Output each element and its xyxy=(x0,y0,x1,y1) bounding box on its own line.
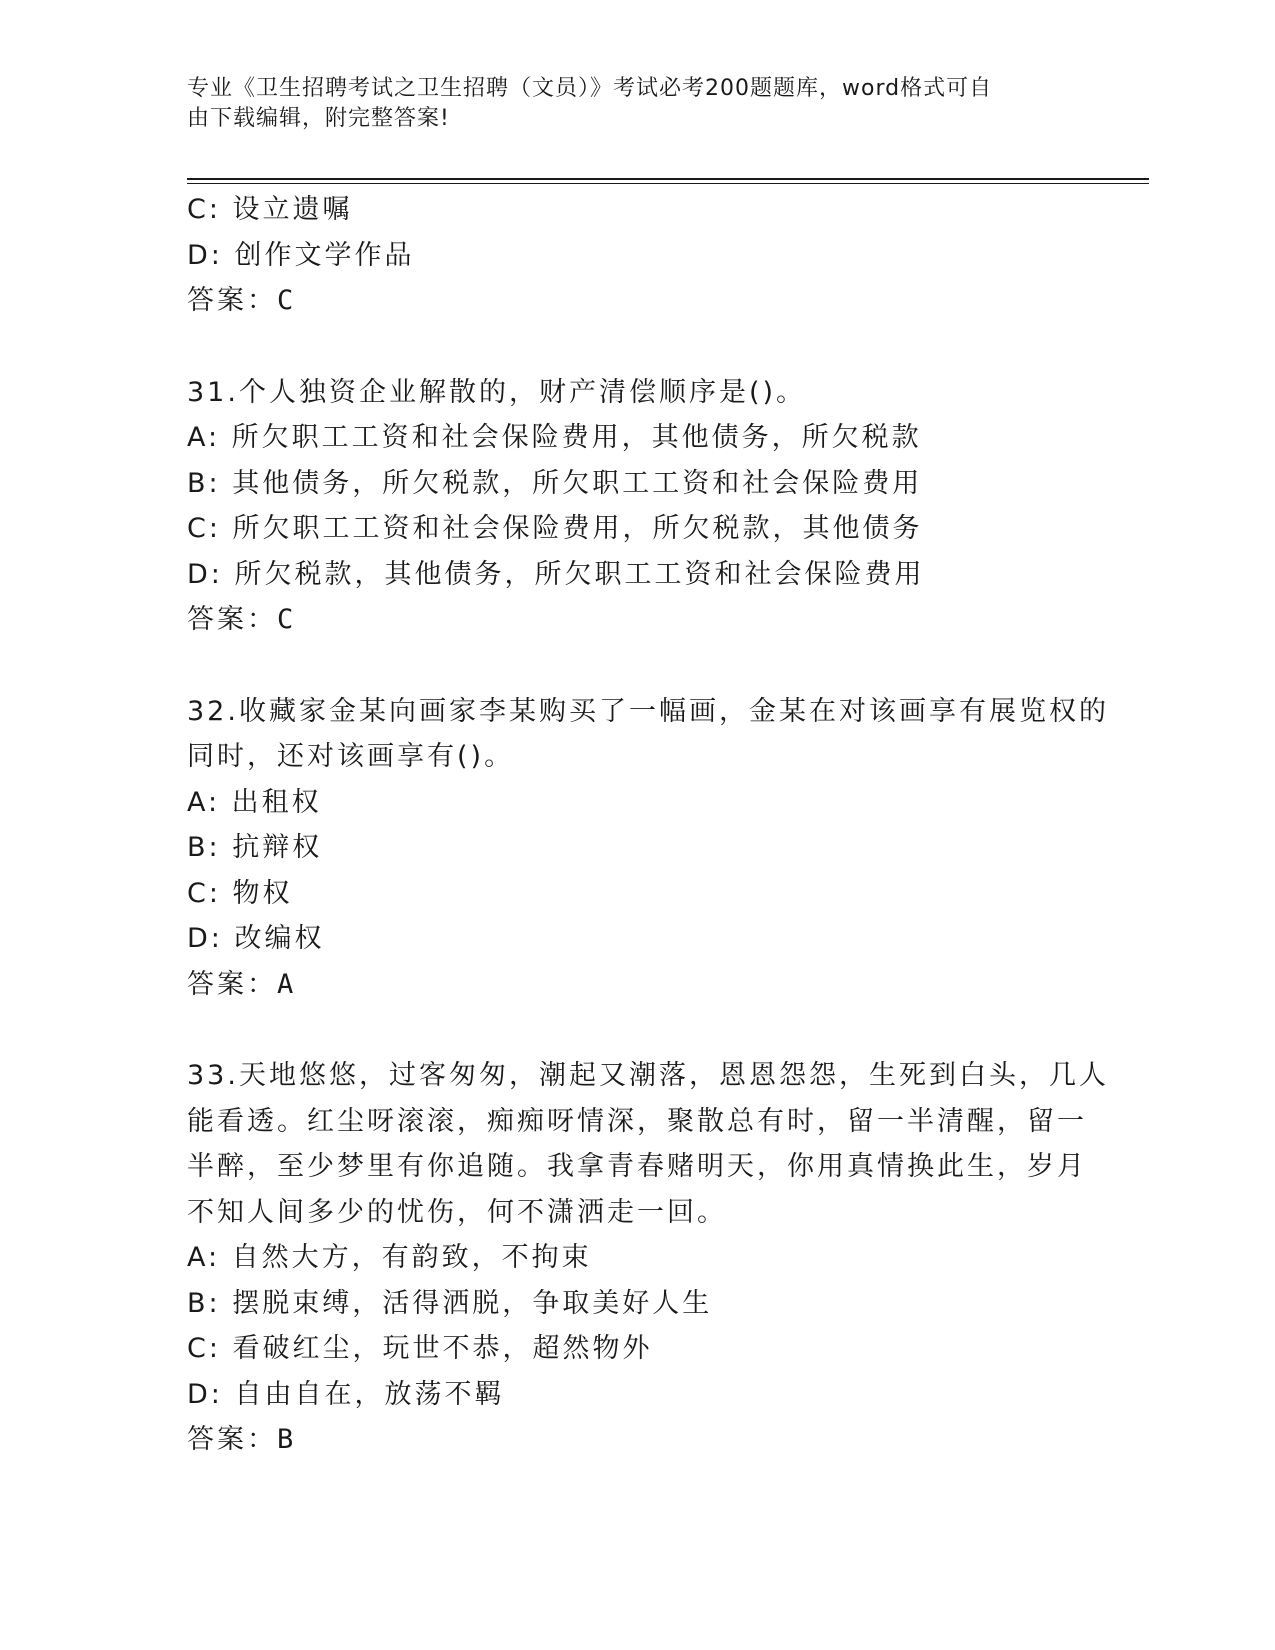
question-stem-line-1: 33.天地悠悠，过客匆匆，潮起又潮落，恩恩怨怨，生死到白头，几人 xyxy=(187,1060,1109,1091)
option-a: A: 出租权 xyxy=(187,786,322,818)
question-list xyxy=(187,187,1109,1463)
question-stem-line-3: 半醉，至少梦里有你追随。我拿青春赌明天，你用真情换此生，岁月 xyxy=(187,1151,1087,1182)
option-c: C: 所欠职工工资和社会保险费用，所欠税款，其他债务 xyxy=(187,513,923,544)
header-rule-thin xyxy=(187,183,1149,184)
question-stem-line-1: 32.收藏家金某向画家李某购买了一幅画，金某在对该画享有展览权的 xyxy=(187,695,1109,727)
answer-value: C xyxy=(277,285,297,316)
option-c: C: 物权 xyxy=(187,877,293,909)
option-d: D: 改编权 xyxy=(187,923,325,954)
spacer xyxy=(187,324,1087,370)
option-d: D: 自由自在，放荡不羁 xyxy=(187,1378,505,1410)
answer-value: B xyxy=(277,1424,297,1455)
option-b: B: 摆脱束缚，活得洒脱，争取美好人生 xyxy=(187,1287,713,1319)
option-d: D: 所欠税款，其他债务，所欠职工工资和社会保险费用 xyxy=(187,558,925,590)
question-32 xyxy=(187,689,1109,1008)
option-c: C: 设立遗嘱 xyxy=(187,194,353,225)
question-stem-line-4: 不知人间多少的忧伤，何不潇洒走一回。 xyxy=(187,1196,727,1228)
question-stem-line-2: 同时，还对该画享有()。 xyxy=(187,741,515,772)
header-line-2: 由下载编辑，附完整答案! xyxy=(187,106,450,131)
question-stem-line-2: 能看透。红尘呀滚滚，痴痴呀情深，聚散总有时，留一半清醒，留一 xyxy=(187,1105,1087,1137)
answer-label: 答案： xyxy=(187,968,277,1000)
answer-value: C xyxy=(277,604,297,635)
answer-label: 答案： xyxy=(187,285,277,316)
option-d: D: 创作文学作品 xyxy=(187,239,415,271)
document-header xyxy=(187,74,1087,134)
answer-line xyxy=(187,597,1087,643)
answer-value: A xyxy=(277,968,297,1000)
question-30-tail xyxy=(187,187,1087,324)
answer-label: 答案： xyxy=(187,604,277,635)
answer-line xyxy=(187,1417,1087,1463)
spacer xyxy=(187,643,1087,689)
spacer xyxy=(187,1007,1087,1053)
question-33 xyxy=(187,1053,1109,1463)
question-stem: 31.个人独资企业解散的，财产清偿顺序是()。 xyxy=(187,376,807,408)
answer-line xyxy=(187,962,1087,1008)
header-line-1: 专业《卫生招聘考试之卫生招聘（文员）》考试必考200题题库，word格式可自 xyxy=(187,76,993,101)
answer-label: 答案： xyxy=(187,1424,277,1455)
header-rule-thick xyxy=(187,178,1149,180)
option-c: C: 看破红尘，玩世不恭，超然物外 xyxy=(187,1333,653,1364)
option-b: B: 抗辩权 xyxy=(187,832,323,863)
question-31 xyxy=(187,370,1087,643)
answer-line xyxy=(187,278,1087,324)
option-a: A: 所欠职工工资和社会保险费用，其他债务，所欠税款 xyxy=(187,422,922,453)
option-b: B: 其他债务，所欠税款，所欠职工工资和社会保险费用 xyxy=(187,467,923,499)
option-a: A: 自然大方，有韵致，不拘束 xyxy=(187,1242,592,1273)
